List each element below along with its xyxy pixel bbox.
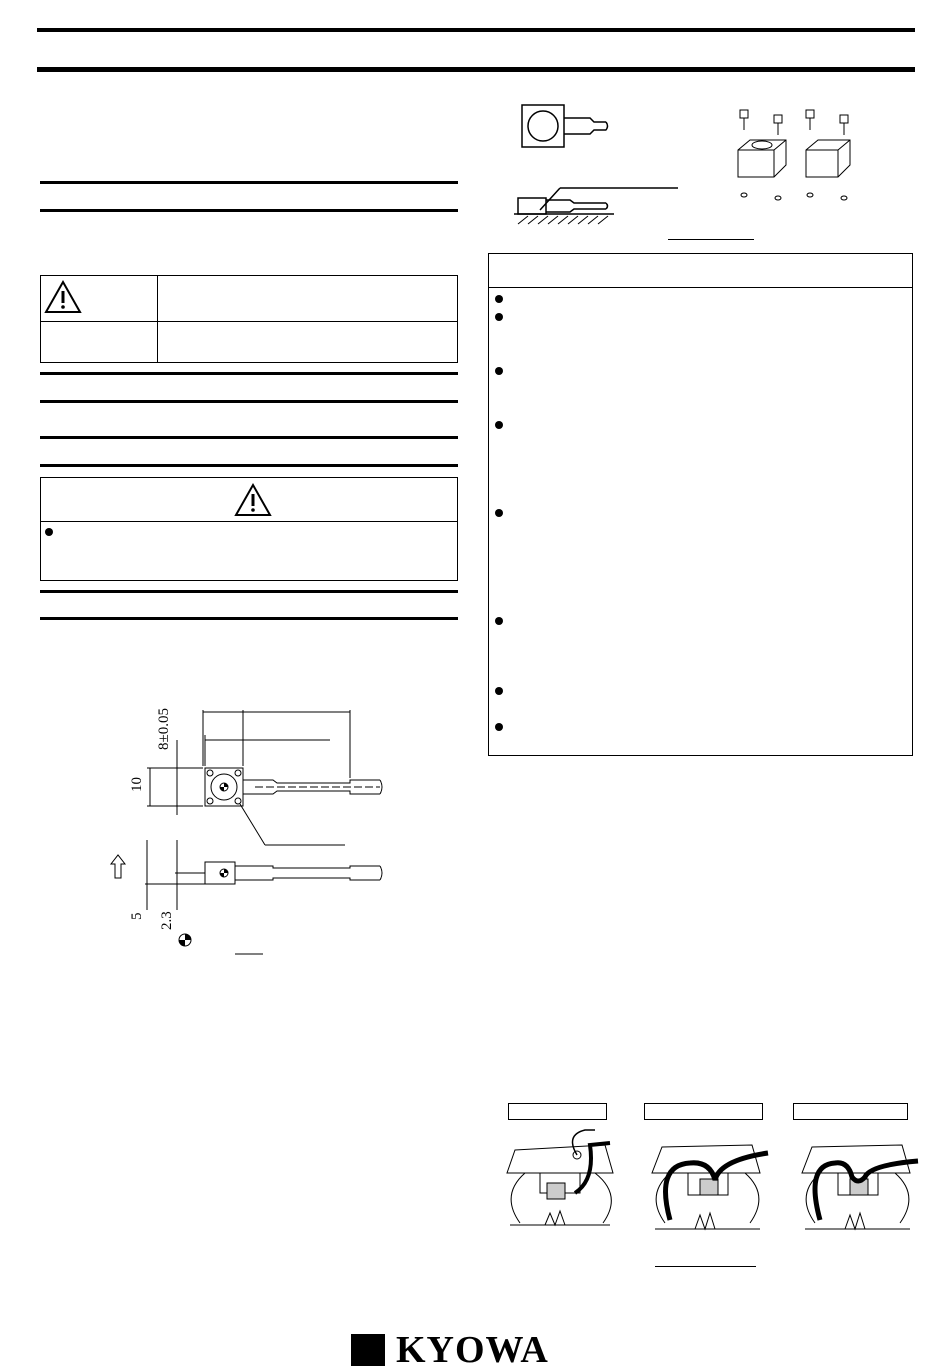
- section-rule-4a: [40, 590, 458, 593]
- section-rule-2a: [40, 372, 458, 375]
- routing-figure-2: [640, 1125, 775, 1245]
- precaution-bullet: [495, 367, 503, 375]
- precaution-bullet: [495, 617, 503, 625]
- section-rule-1a: [40, 181, 458, 184]
- routing-label-box-2: [644, 1103, 763, 1120]
- routing-caption-underline: [655, 1266, 756, 1267]
- table-divider-vertical: [157, 276, 158, 362]
- section-rule-1b: [40, 209, 458, 212]
- precaution-bullet: [495, 313, 503, 321]
- kyowa-logo-mark: [351, 1334, 385, 1366]
- warning-bullet: [45, 528, 53, 536]
- table-divider-horizontal: [41, 321, 457, 322]
- precaution-bullet: [495, 687, 503, 695]
- dim-thickness-center-label: 2.3: [159, 911, 175, 930]
- section-rule-3a: [40, 436, 458, 439]
- warning-box: [40, 477, 458, 581]
- section-rule-2b: [40, 400, 458, 403]
- fig-caption-underline: [668, 239, 754, 240]
- warning-triangle-icon: [44, 279, 82, 315]
- precaution-bullet: [495, 509, 503, 517]
- dim-thickness-total-label: 5: [129, 912, 145, 920]
- routing-figure-1: [495, 1125, 625, 1245]
- dim-height-label: 10: [129, 777, 145, 792]
- mounting-sketch-top: [510, 100, 690, 240]
- precaution-bullet: [495, 295, 503, 303]
- header-rule-bottom: [37, 67, 915, 72]
- routing-figure-3: [790, 1125, 925, 1245]
- section-rule-4b: [40, 617, 458, 620]
- header-rule-top: [37, 28, 915, 32]
- precautions-box: [488, 253, 913, 756]
- warning-box-divider: [41, 521, 457, 522]
- safety-symbol-table: [40, 275, 458, 363]
- screw-mounting-sketch: [728, 105, 863, 205]
- warning-triangle-icon: [234, 482, 272, 518]
- section-rule-3b: [40, 464, 458, 467]
- dim-pitch-label: 8±0.05: [156, 708, 172, 750]
- precaution-bullet: [495, 421, 503, 429]
- routing-label-box-1: [508, 1103, 607, 1120]
- brand-logo-text: KYOWA: [396, 1329, 549, 1371]
- routing-label-box-3: [793, 1103, 908, 1120]
- dimension-drawing: [105, 680, 405, 970]
- precaution-bullet: [495, 723, 503, 731]
- precautions-header-divider: [489, 287, 912, 288]
